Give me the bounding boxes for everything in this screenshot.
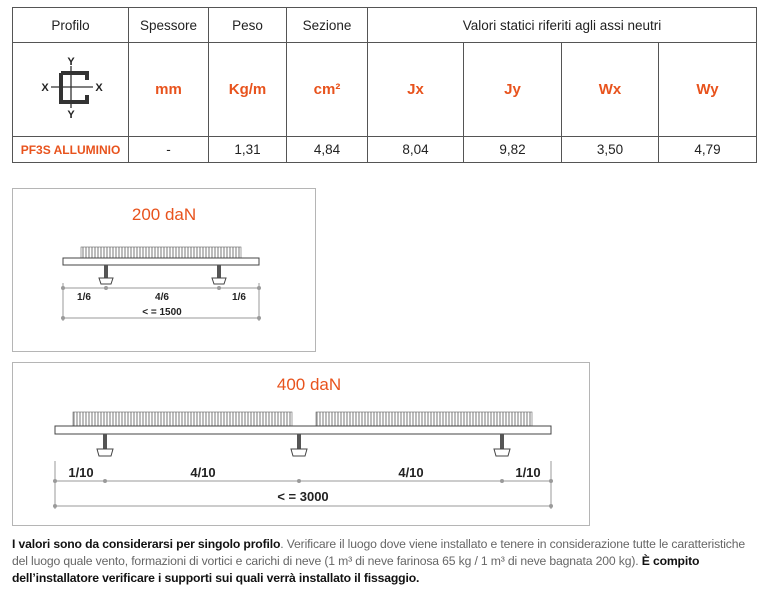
distributed-load-left: [73, 412, 292, 426]
axis-y-bottom-label: Y: [66, 108, 75, 120]
segment-label-3: 1/6: [232, 292, 246, 303]
span-label: < = 1500: [142, 307, 182, 318]
header-sezione: Sezione: [287, 8, 368, 43]
spec-table: [12, 7, 757, 163]
distributed-load-right: [316, 412, 532, 426]
profile-name: PF3S ALLUMINIO: [13, 137, 129, 163]
segment-label-3: 4/10: [398, 465, 424, 480]
profile-beam: [55, 426, 551, 434]
profile-section-icon: [13, 43, 129, 137]
value-jy: 9,82: [464, 137, 562, 163]
support-center: [291, 434, 307, 456]
segment-label-1: 1/6: [77, 292, 91, 303]
segment-label-1: 1/10: [68, 465, 94, 480]
unit-jy: Jy: [464, 43, 562, 137]
support-left: [97, 434, 113, 456]
header-spessore: Spessore: [129, 8, 209, 43]
axis-x-right-label: X: [94, 81, 103, 94]
unit-kgm: Kg/m: [209, 43, 287, 137]
value-spessore: -: [129, 137, 209, 163]
note-text: . Verificare il luogo dove viene installato e tenere in considerazione tutte le caratteristiche del luogo quale vento, formazioni di vortici e carichi di neve (1 m³ di neve farinosa 65 kg / 1 m³ di neve bagnata 200 kg).: [12, 537, 746, 568]
c-profile-icon: [31, 56, 111, 120]
diagram-400-svg: [13, 363, 589, 525]
unit-mm: mm: [129, 43, 209, 137]
segment-label-4: 1/10: [515, 465, 541, 480]
unit-cm2: cm²: [287, 43, 368, 137]
value-sezione: 4,84: [287, 137, 368, 163]
value-wx: 3,50: [562, 137, 659, 163]
segment-label-2: 4/10: [190, 465, 216, 480]
note-bold-end: È compito dell’installatore verificare i supporti sui quali verrà installato il fissaggio.: [12, 554, 700, 585]
note-bold-start: I valori sono da considerarsi per singolo profilo: [12, 537, 281, 551]
segment-label-2: 4/6: [155, 292, 169, 303]
header-profilo: Profilo: [13, 8, 129, 43]
axis-y-top-label: Y: [66, 55, 75, 68]
span-label: < = 3000: [277, 489, 329, 504]
installation-note: [12, 536, 756, 587]
value-wy: 4,79: [659, 137, 757, 163]
distributed-load: [81, 247, 241, 258]
support-right: [494, 434, 510, 456]
header-peso: Peso: [209, 8, 287, 43]
header-valori-statici: Valori statici riferiti agli assi neutri: [368, 8, 757, 43]
value-peso: 1,31: [209, 137, 287, 163]
unit-jx: Jx: [368, 43, 464, 137]
unit-wx: Wx: [562, 43, 659, 137]
profile-beam: [63, 258, 259, 265]
support-right: [212, 265, 226, 284]
load-diagram-400: [12, 362, 590, 526]
load-diagram-200: [12, 188, 316, 352]
diagram-200-title: 200 daN: [131, 205, 197, 224]
support-left: [99, 265, 113, 284]
unit-wy: Wy: [659, 43, 757, 137]
diagram-400-title: 400 daN: [276, 375, 342, 394]
axis-x-left-label: X: [40, 81, 49, 94]
value-jx: 8,04: [368, 137, 464, 163]
diagram-200-svg: [13, 189, 315, 351]
